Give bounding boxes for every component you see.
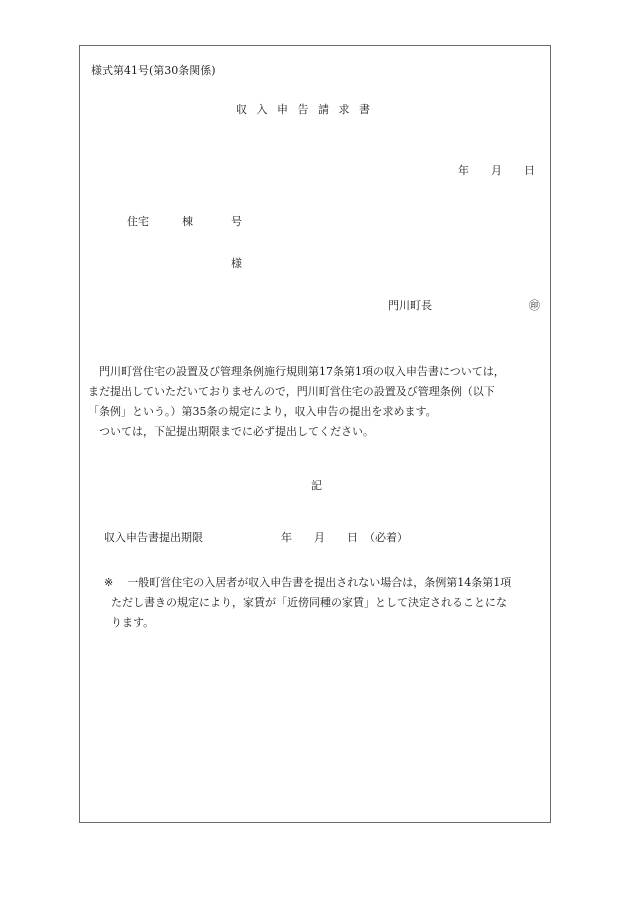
deadline-label: 収入申告書提出期限	[104, 531, 203, 544]
deadline-line	[104, 532, 408, 543]
date-year-label: 年	[458, 164, 469, 177]
building-label: 棟	[182, 215, 193, 228]
body-line: まだ提出していただいておりませんので，門川町営住宅の設置及び管理条例（以下	[88, 385, 495, 398]
sender-name: 門川町長	[388, 299, 432, 312]
body-line: ついては，下記提出期限までに必ず提出してください。	[88, 425, 374, 438]
note-line: 一般町営住宅の入居者が収入申告書を提出されない場合は，条例第14条第1項	[127, 576, 512, 589]
body-paragraph	[88, 362, 540, 442]
body-line: 門川町営住宅の設置及び管理条例施行規則第17条第1項の収入申告書については，	[88, 365, 505, 378]
number-label: 号	[231, 215, 242, 228]
form-number: 様式第41号(第30条関係)	[91, 64, 216, 77]
note-mark: ※	[104, 576, 114, 589]
date-line	[458, 165, 535, 176]
note-block	[104, 573, 511, 633]
note-line: ります。	[111, 616, 155, 629]
date-month-label: 月	[491, 164, 502, 177]
addressee-line	[127, 216, 242, 227]
note-line: ただし書きの規定により，家賃が「近傍同種の家賃」として決定されることにな	[111, 596, 507, 609]
deadline-day: 日	[347, 531, 358, 544]
deadline-note: （必着）	[364, 531, 408, 544]
ki-heading: 記	[311, 479, 322, 492]
deadline-year: 年	[281, 531, 292, 544]
housing-label: 住宅	[127, 215, 149, 228]
body-line: 「条例」という。）第35条の規定により，収入申告の提出を求めます。	[88, 405, 437, 418]
deadline-month: 月	[314, 531, 325, 544]
seal-mark: ㊞	[529, 299, 540, 312]
document-title: 収入申告請求書	[236, 103, 380, 116]
date-day-label: 日	[524, 164, 535, 177]
honorific: 様	[231, 257, 242, 270]
